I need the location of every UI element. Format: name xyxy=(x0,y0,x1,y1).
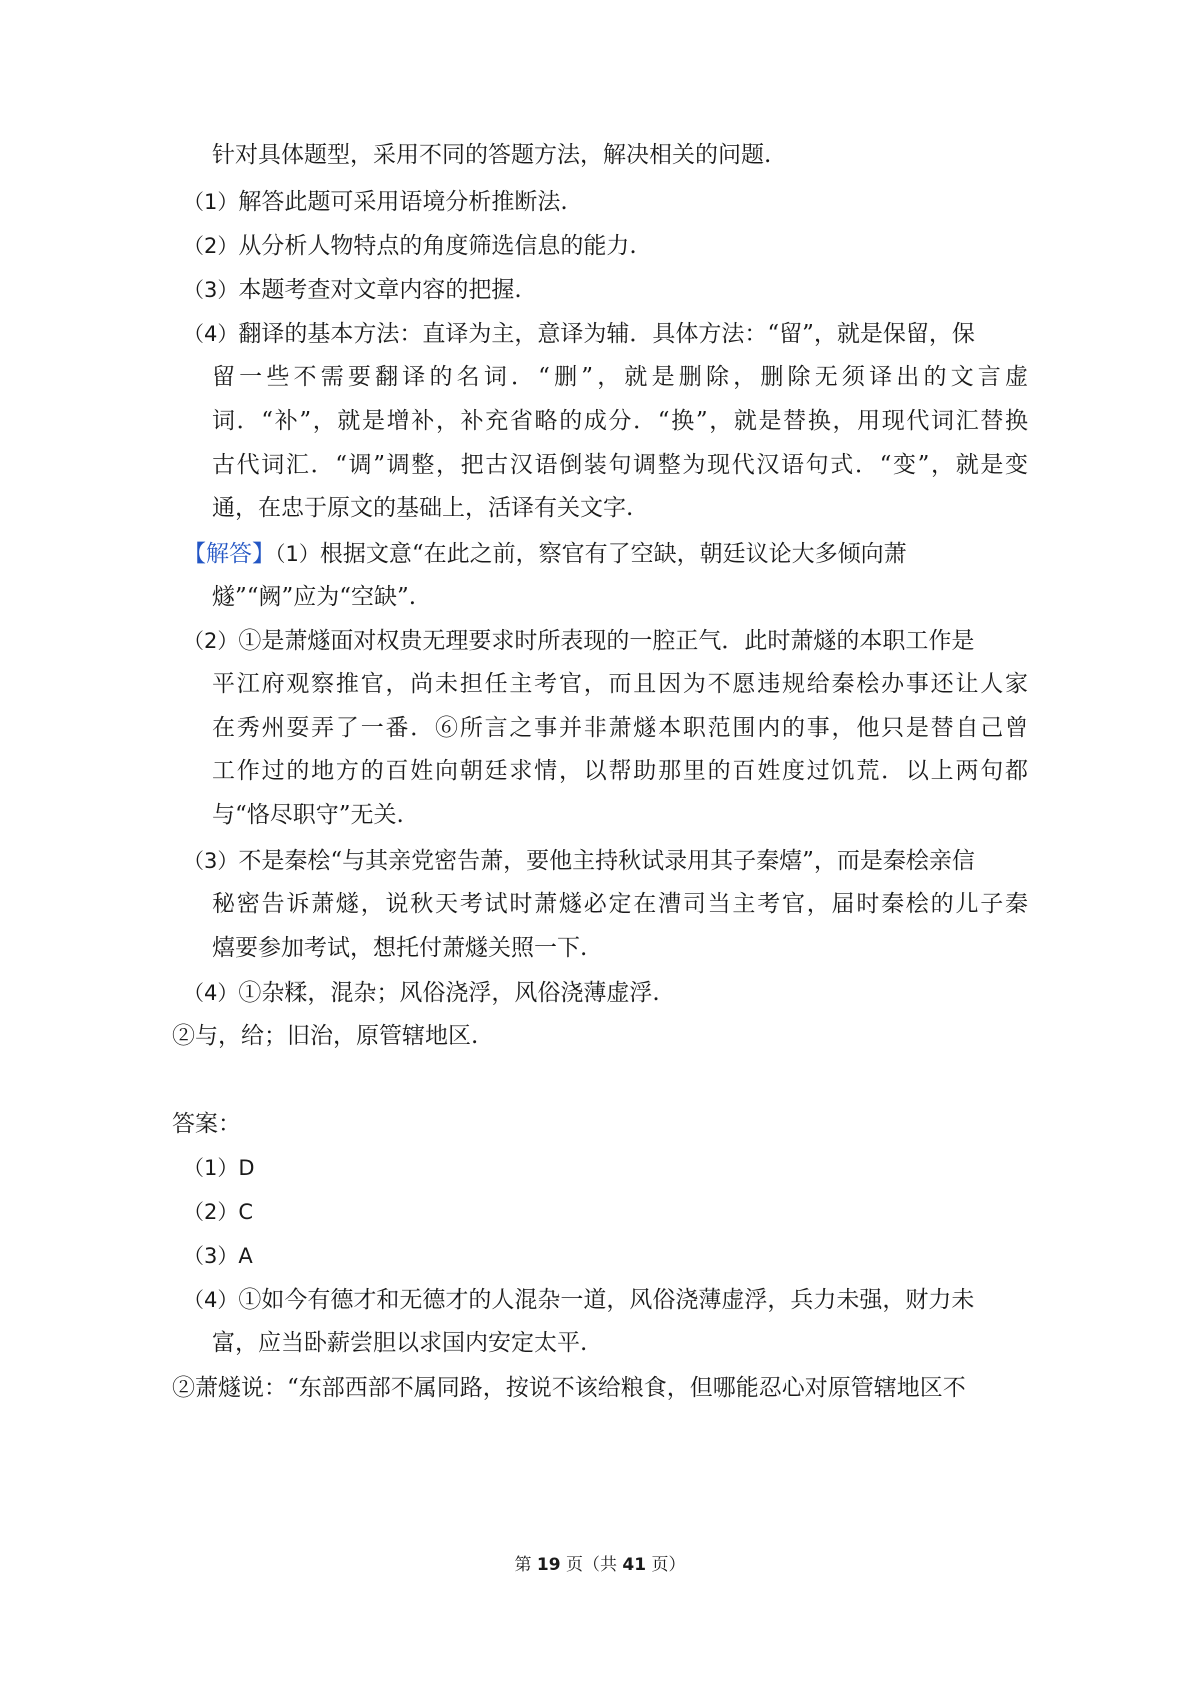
solution-item-4 xyxy=(183,977,660,1009)
solution-item-2-line-3: 在秀州耍弄了一番．⑥所言之事并非萧燧本职范围内的事，他只是替自己曾 xyxy=(212,715,1028,741)
solution-item-3-line-2: 秘密告诉萧燧，说秋天考试时萧燧必定在漕司当主考官，届时秦桧的儿子秦 xyxy=(212,891,1028,917)
analysis-item-4-line-3: 词．“补”，就是增补，补充省略的成分．“换”，就是替换，用现代词汇替换 xyxy=(212,408,1028,434)
item-text: ①杂糅，混杂；风俗浇浮，风俗浇薄虚浮. xyxy=(238,980,660,1006)
item-number: （1） xyxy=(183,190,239,214)
analysis-item-4-line-4: 古代词汇．“调”调整，把古汉语倒装句调整为现代汉语句式．“变”，就是变 xyxy=(212,452,1028,478)
answer-item-4-line-2: 富，应当卧薪尝胆以求国内安定太平. xyxy=(212,1330,588,1356)
analysis-item-4-line-5: 通，在忠于原文的基础上，活译有关文字. xyxy=(212,495,634,521)
solution-tag: 【解答】 xyxy=(183,541,275,567)
analysis-intro: 针对具体题型，采用不同的答题方法，解决相关的问题. xyxy=(212,142,772,168)
item-number: （4） xyxy=(183,322,239,346)
footer-suffix: 页） xyxy=(651,1555,686,1575)
solution-item-1-line-2: 燧”“阙”应为“空缺”. xyxy=(212,584,417,610)
item-text: 不是秦桧“与其亲党密告萧，要他主持秋试录用其子秦熺”，而是秦桧亲信 xyxy=(238,848,975,874)
answer-item-2 xyxy=(183,1196,253,1228)
item-number: （2） xyxy=(183,234,239,258)
footer-prefix: 第 xyxy=(514,1555,532,1575)
analysis-item-4 xyxy=(183,318,975,350)
answer-choice: D xyxy=(238,1156,255,1180)
item-text: ①如今有德才和无德才的人混杂一道，风俗浇薄虚浮，兵力未强，财力未 xyxy=(238,1287,975,1313)
item-text: 本题考查对文章内容的把握. xyxy=(238,277,522,303)
solution-item-3 xyxy=(183,845,975,877)
answer-item-4 xyxy=(183,1284,974,1316)
page-footer xyxy=(0,1553,1200,1577)
item-text: 解答此题可采用语境分析推断法. xyxy=(238,189,568,215)
item-number: （1） xyxy=(275,542,320,566)
item-text: 翻译的基本方法：直译为主，意译为辅．具体方法：“留”，就是保留，保 xyxy=(238,321,975,347)
analysis-item-2 xyxy=(183,230,637,262)
item-number: （2） xyxy=(183,629,239,653)
footer-middle: 页（共 xyxy=(566,1555,617,1575)
answer-choice: A xyxy=(238,1244,253,1268)
analysis-item-4-line-2: 留一些不需要翻译的名词．“删”，就是删除，删除无须译出的文言虚 xyxy=(212,364,1028,390)
analysis-item-3 xyxy=(183,274,522,306)
answers-heading: 答案： xyxy=(172,1111,241,1137)
item-number: （3） xyxy=(183,1244,239,1268)
solution-item-3-line-3: 熺要参加考试，想托付萧燧关照一下. xyxy=(212,935,588,961)
item-text: 根据文意“在此之前，察官有了空缺，朝廷议论大多倾向萧 xyxy=(319,541,907,567)
solution-item-1 xyxy=(183,538,907,570)
item-text: 从分析人物特点的角度筛选信息的能力. xyxy=(238,233,637,259)
answer-item-4-part-2: ②萧燧说：“东部西部不属同路，按说不该给粮食，但哪能忍心对原管辖地区不 xyxy=(172,1375,966,1401)
solution-item-2-line-4: 工作过的地方的百姓向朝廷求情，以帮助那里的百姓度过饥荒．以上两句都 xyxy=(212,758,1028,784)
footer-page-number: 19 xyxy=(536,1555,561,1575)
answer-item-3 xyxy=(183,1240,253,1272)
item-number: （2） xyxy=(183,1200,239,1224)
analysis-item-1 xyxy=(183,186,568,218)
solution-item-2-line-2: 平江府观察推官，尚未担任主考官，而且因为不愿违规给秦桧办事还让人家 xyxy=(212,671,1028,697)
item-number: （4） xyxy=(183,981,239,1005)
answer-choice: C xyxy=(238,1200,254,1224)
item-number: （4） xyxy=(183,1288,239,1312)
item-text: ①是萧燧面对权贵无理要求时所表现的一腔正气．此时萧燧的本职工作是 xyxy=(238,628,975,654)
item-number: （1） xyxy=(183,1156,239,1180)
footer-total-pages: 41 xyxy=(622,1555,647,1575)
answer-item-1 xyxy=(183,1152,255,1184)
item-number: （3） xyxy=(183,849,239,873)
item-number: （3） xyxy=(183,278,239,302)
solution-item-4-part-2: ②与，给；旧治，原管辖地区. xyxy=(172,1023,479,1049)
solution-item-2 xyxy=(183,625,974,657)
solution-item-2-line-5: 与“恪尽职守”无关. xyxy=(212,802,404,828)
